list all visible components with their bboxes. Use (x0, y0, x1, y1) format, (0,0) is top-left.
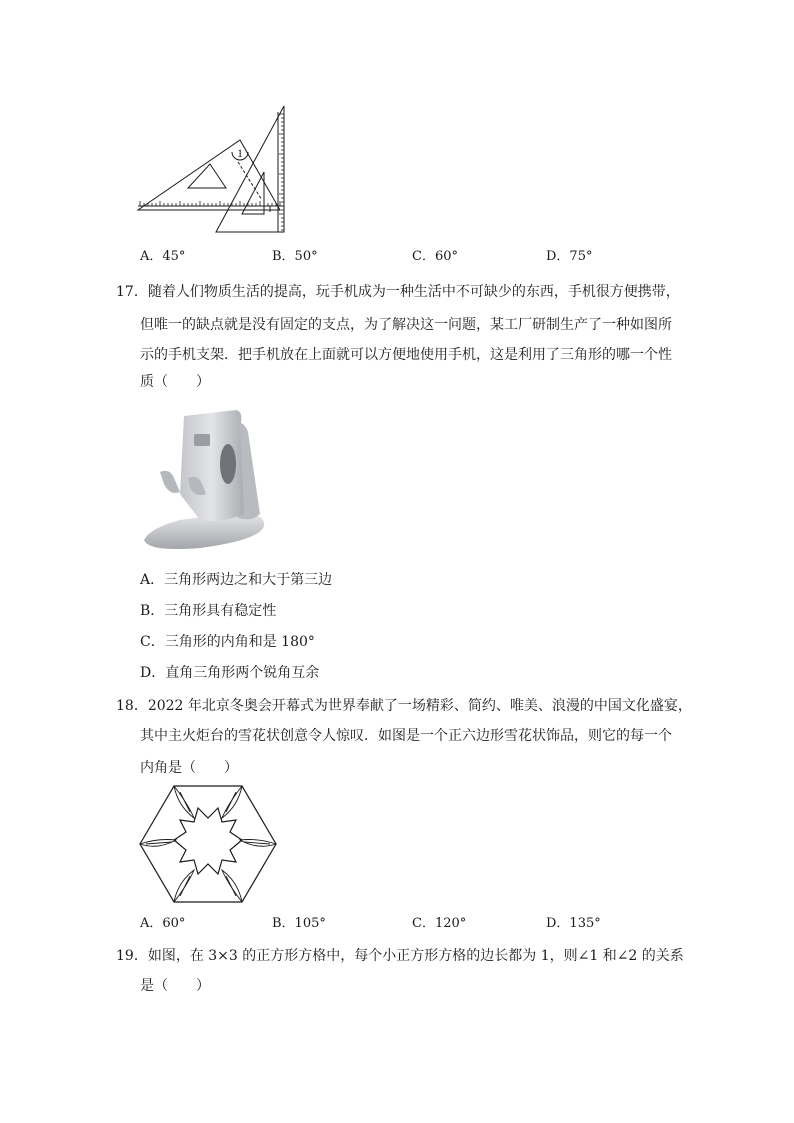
q18-option-a[interactable]: A．60° (140, 916, 186, 931)
q19-stem-line-2: 是（ ） (140, 978, 210, 994)
q16-option-d[interactable]: D．75° (546, 249, 593, 264)
vertical-set-square (216, 106, 284, 232)
q18-stem-line-3: 内角是（ ） (140, 760, 238, 776)
q18-stem-line-2: 其中主火炬台的雪花状创意令人惊叹．如图是一个正六边形雪花状饰品，则它的每一个 (140, 728, 672, 744)
q16-option-b[interactable]: B．50° (272, 249, 318, 264)
q17-stem-line-1: 17．随着人们物质生活的提高，玩手机成为一种生活中不可缺少的东西，手机很方便携带， (116, 284, 680, 300)
q17-option-c[interactable]: C．三角形的内角和是 180° (140, 634, 315, 650)
q17-stem-line-2: 但唯一的缺点就是没有固定的支点，为了解决这一问题，某工厂研制生产了一种如图所 (140, 317, 672, 333)
large-set-square (138, 140, 280, 210)
q16-option-c[interactable]: C．60° (412, 249, 458, 264)
q17-stem-line-3: 示的手机支架．把手机放在上面就可以方便地使用手机，这是利用了三角形的哪一个性 (140, 347, 672, 363)
q16-option-a[interactable]: A．45° (140, 249, 186, 264)
phone-stand-image (140, 402, 270, 552)
q17-option-b[interactable]: B．三角形具有稳定性 (140, 603, 277, 619)
q18-stem-line-1: 18．2022 年北京冬奥会开幕式为世界奉献了一场精彩、简约、唯美、浪漫的中国文化盛宴， (116, 698, 692, 714)
q16-set-squares-figure (0, 0, 794, 250)
q18-option-d[interactable]: D．135° (546, 916, 601, 931)
q18-option-c[interactable]: C．120° (412, 916, 467, 931)
q19-stem-line-1: 19．如图，在 3×3 的正方形方格中，每个小正方形方格的边长都为 1，则∠1 和∠2 的关系 (116, 948, 684, 964)
q17-stem-line-4: 质（ ） (140, 374, 210, 390)
angle-1-label: 1 (237, 146, 243, 160)
q17-option-a[interactable]: A．三角形两边之和大于第三边 (140, 572, 333, 588)
q18-option-b[interactable]: B．105° (272, 916, 326, 931)
snowflake-hexagon-figure (138, 780, 278, 910)
q17-option-d[interactable]: D．直角三角形两个锐角互余 (140, 665, 320, 681)
